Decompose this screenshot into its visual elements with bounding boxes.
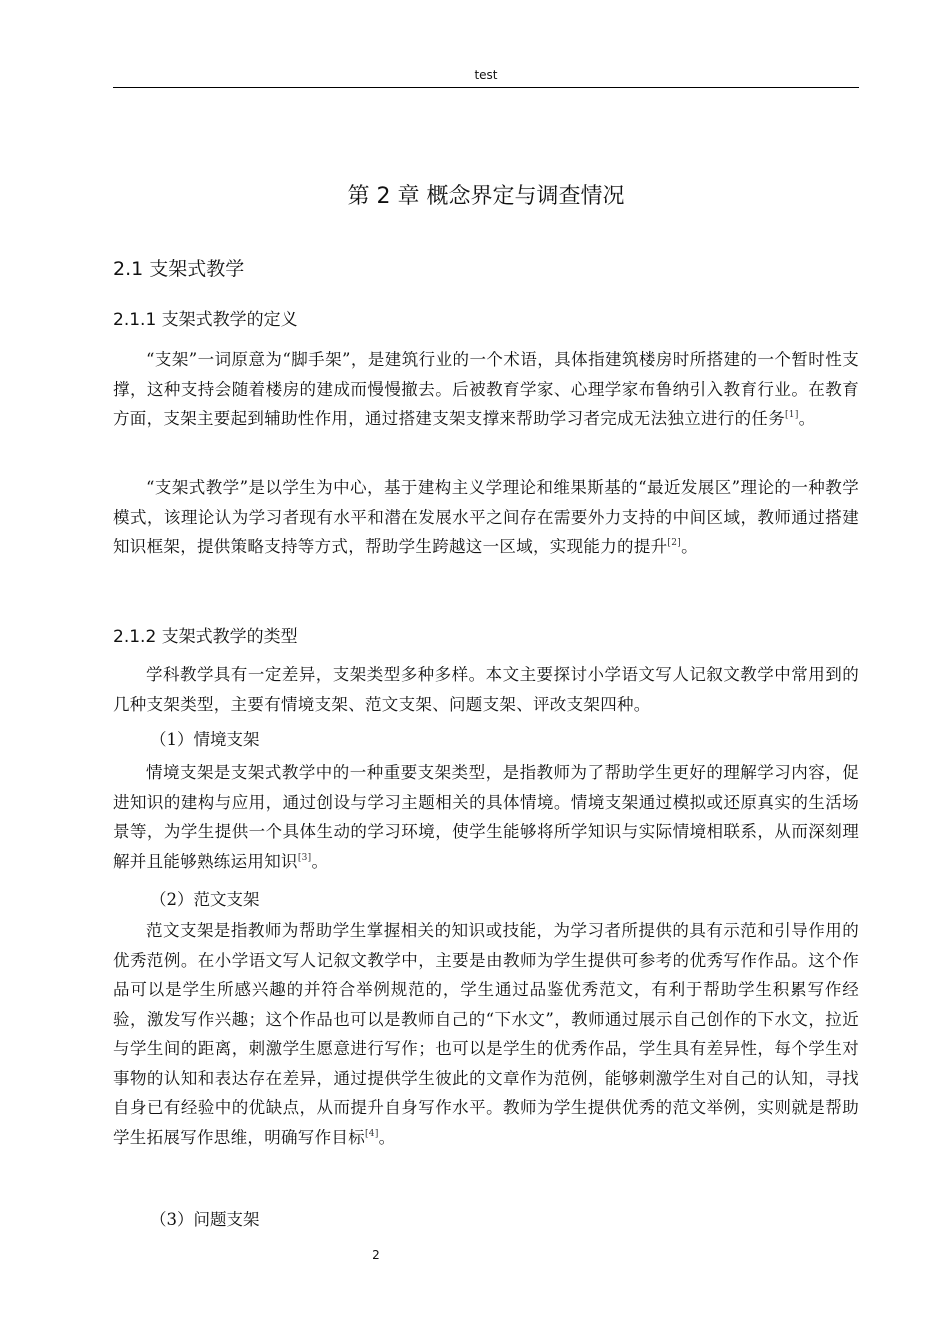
section-heading-2-1: 2.1 支架式教学 — [113, 258, 245, 280]
section-heading-2-1-2: 2.1.2 支架式教学的类型 — [113, 627, 298, 647]
paragraph-end: 。 — [311, 851, 329, 871]
page-number: 2 — [372, 1248, 380, 1262]
paragraph-text: 情境支架是支架式教学中的一种重要支架类型，是指教师为了帮助学生更好的理解学习内容，促进知识的建构与应用，通过创设与学习主题相关的具体情境。情境支架通过模拟或还原真实的生活场景等，为学生提供一个具体生动的学习环境，使学生能够将所学知识与实际情境相联系，从而深刻理解并且能够熟练运用知识 — [113, 763, 859, 871]
paragraph-types-intro: 学科教学具有一定差异，支架类型多种多样。本文主要探讨小学语文写人记叙文教学中常用到的几种支架类型，主要有情境支架、范文支架、问题支架、评改支架四种。 — [113, 665, 859, 714]
citation-marker: [1] — [785, 410, 799, 420]
section-heading-2-1-1: 2.1.1 支架式教学的定义 — [113, 310, 298, 330]
paragraph-situational-scaffold — [113, 758, 859, 876]
paragraph-end: 。 — [798, 409, 816, 428]
citation-marker: [2] — [667, 538, 682, 548]
header-rule — [113, 87, 859, 88]
item-label-model-text-scaffold: （2）范文支架 — [150, 890, 260, 909]
paragraph-end: 。 — [681, 537, 698, 556]
paragraph-text: 范文支架是指教师为帮助学生掌握相关的知识或技能，为学习者所提供的具有示范和引导作用的优秀范例。在小学语文写人记叙文教学中，主要是由教师为学生提供可参考的优秀写作作品。这个作品可以是学生所感兴趣的并符合举例规范的，学生通过品鉴优秀范文，有利于帮助学生积累写作经验，激发写作兴趣；这个作品也可以是教师自己的“下水文”，教师通过展示自己创作的下水文，拉近与学生间的距离，刺激学生愿意进行写作；也可以是学生的优秀作品，学生具有差异性，每个学生对事物的认知和表达存在差异，通过提供学生彼此的文章作为范例，能够刺激学生对自己的认知，寻找自身已有经验中的优缺点，从而提升自身写作水平。教师为学生提供优秀的范文举例，实则就是帮助学生拓展写作思维，明确写作目标 — [113, 921, 859, 1147]
paragraph-end: 。 — [378, 1127, 396, 1147]
citation-marker: [3] — [297, 852, 312, 863]
paragraph-definition-2 — [113, 473, 859, 562]
chapter-title: 第 2 章 概念界定与调查情况 — [347, 184, 625, 209]
running-header: test — [474, 68, 498, 82]
paragraph-text: “支架”一词原意为“脚手架”，是建筑行业的一个术语，具体指建筑楼房时所搭建的一个暂时性支撑，这种支持会随着楼房的建成而慢慢撤去。后被教育学家、心理学家布鲁纳引入教育行业。在教育方面，支架主要起到辅助性作用，通过搭建支架支撑来帮助学习者完成无法独立进行的任务 — [113, 350, 859, 428]
paragraph-text: “支架式教学”是以学生为中心，基于建构主义学理论和维果斯基的“最近发展区”理论的一种教学模式，该理论认为学习者现有水平和潜在发展水平之间存在需要外力支持的中间区域，教师通过搭建知识框架，提供策略支持等方式，帮助学生跨越这一区域，实现能力的提升 — [113, 478, 859, 556]
citation-marker: [4] — [365, 1128, 379, 1139]
item-label-situational-scaffold: （1）情境支架 — [150, 730, 260, 749]
item-label-question-scaffold: （3）问题支架 — [150, 1210, 260, 1229]
paragraph-model-text-scaffold — [113, 916, 859, 1152]
paragraph-definition-1 — [113, 345, 859, 434]
